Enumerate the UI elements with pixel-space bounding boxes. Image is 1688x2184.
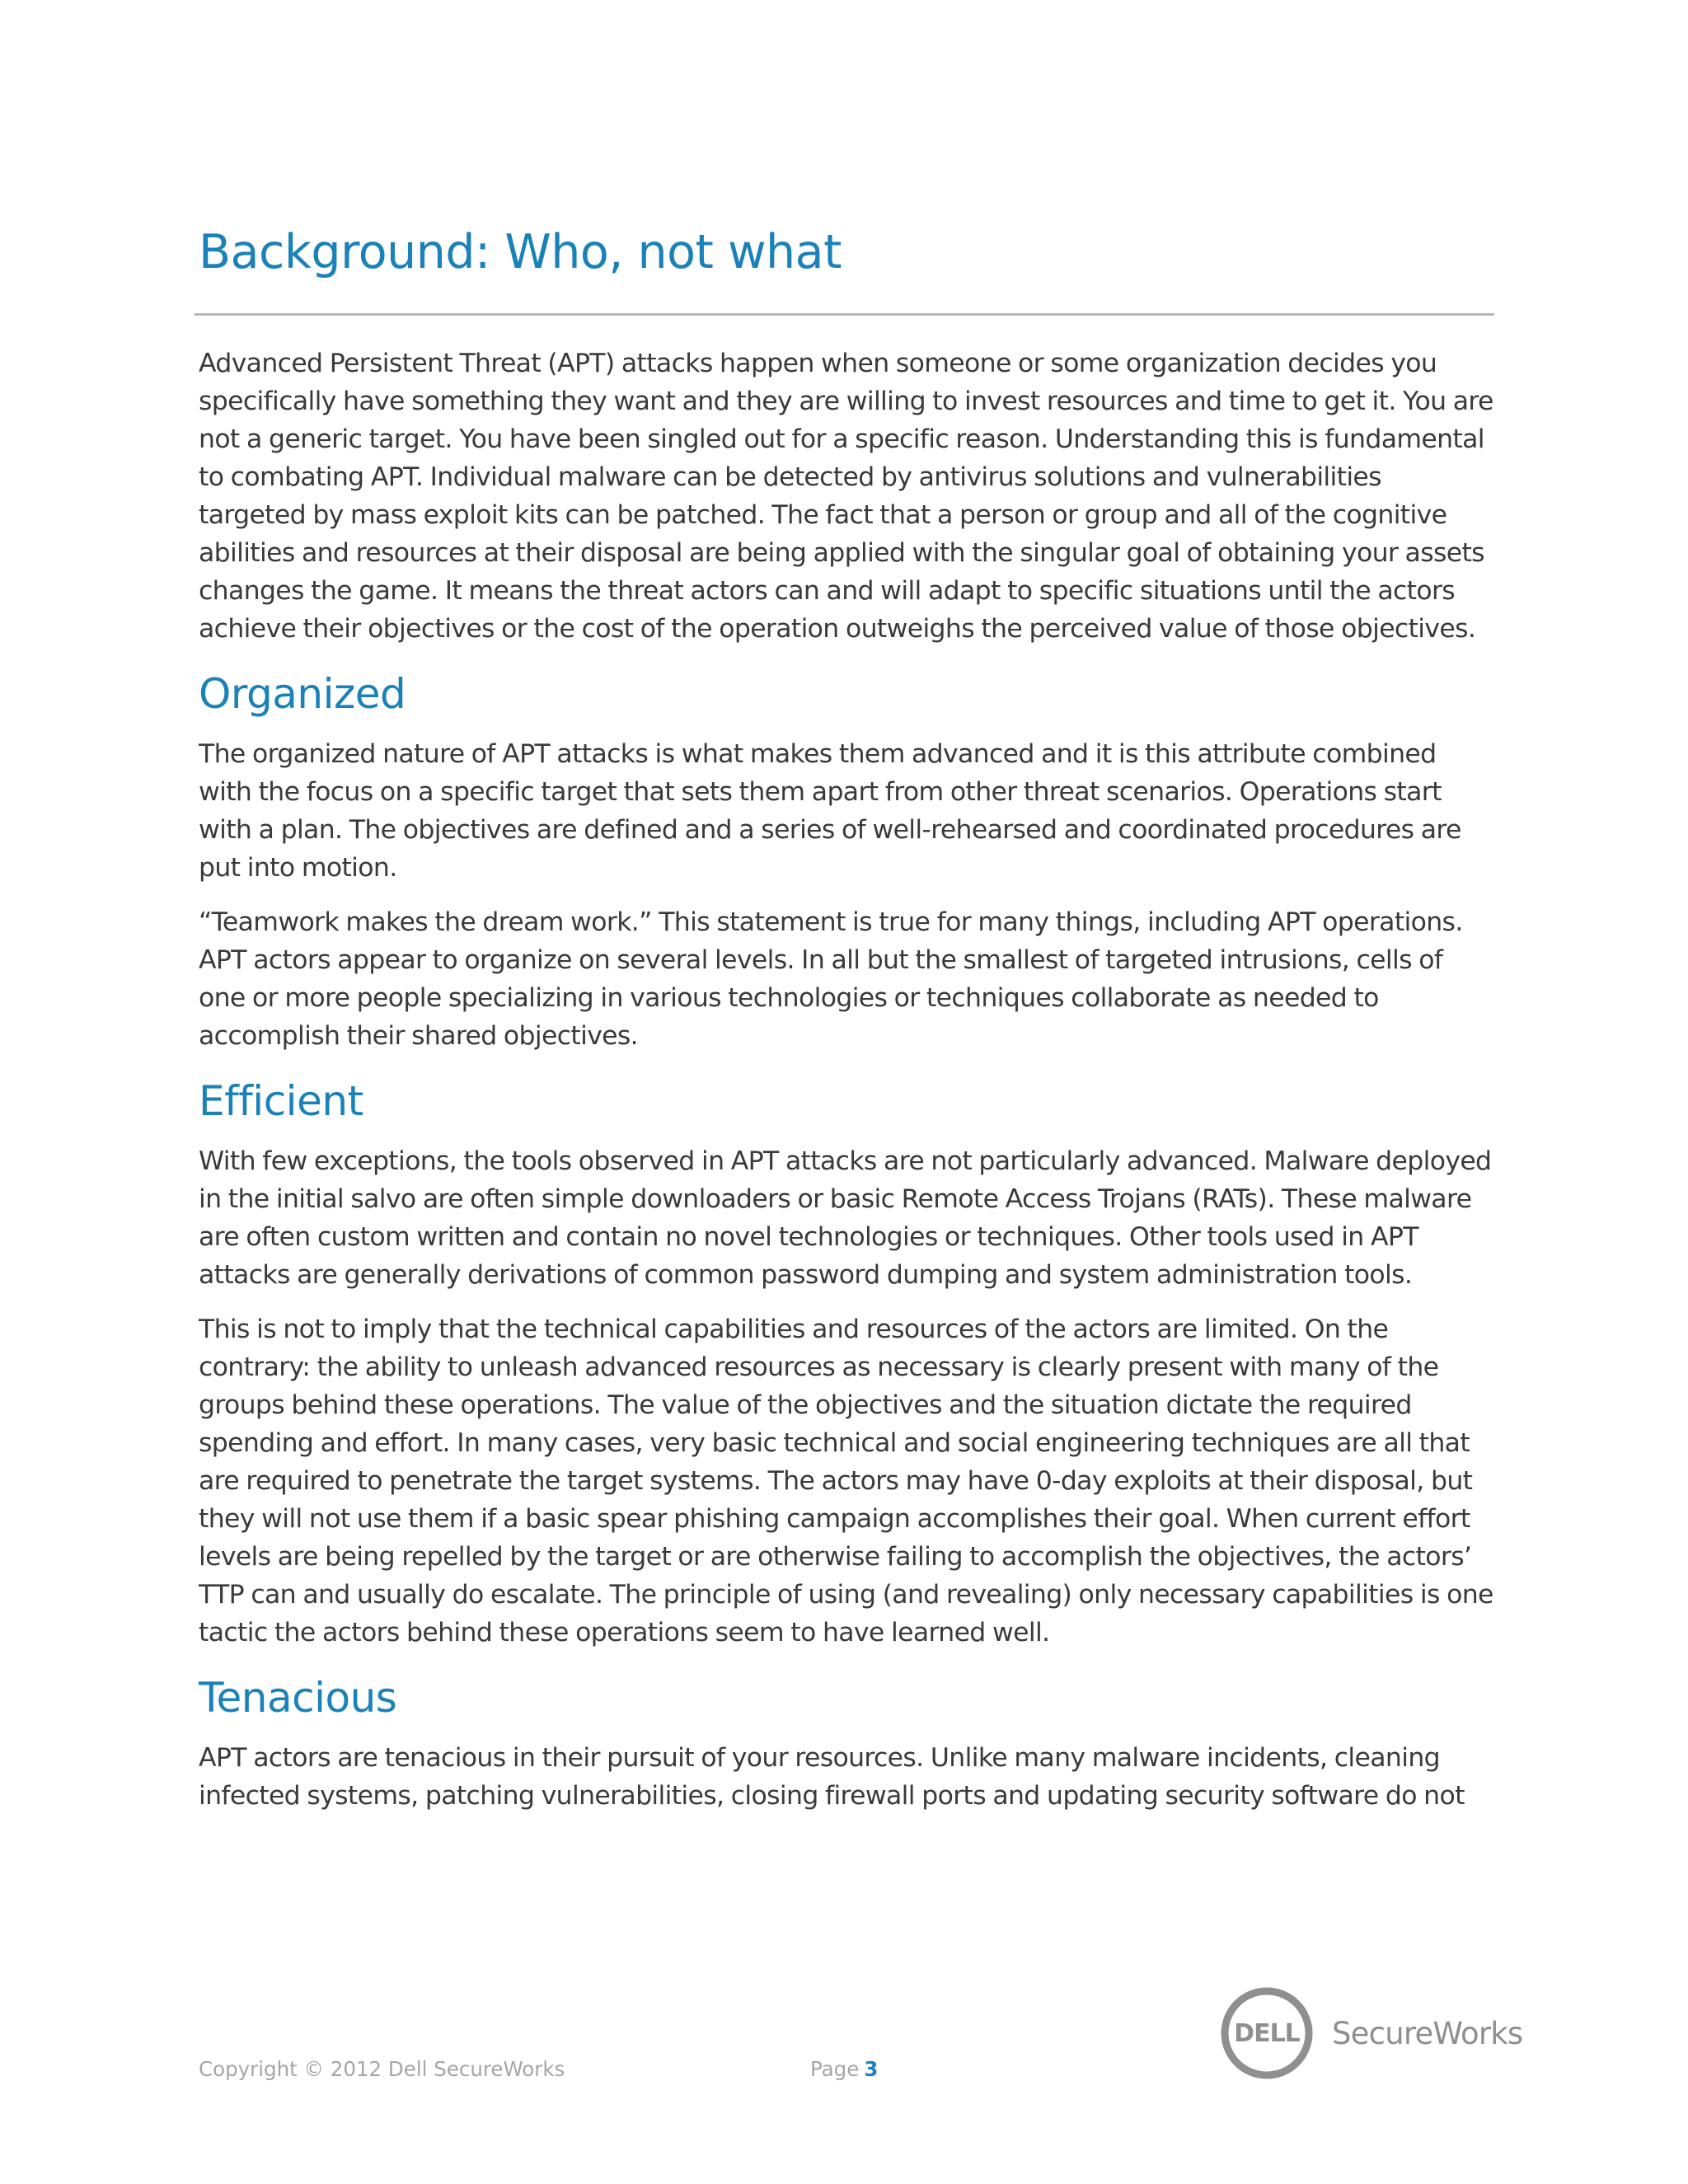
tenacious-paragraph-1: APT actors are tenacious in their pursuit of your resources. Unlike many malware incidents, cleaning infected systems, patching vulnerabilities, closing firewall ports and updating security software do not: [199, 1743, 1465, 1811]
intro-paragraph: Advanced Persistent Threat (APT) attacks happen when someone or some organization decides you specifically have something they want and they are willing to invest resources and time to get it. You are not a generic target. You have been singled out for a specific reason. Understanding this is fundamental to combating APT. Individual malware can be detected by antivirus solutions and vulnerabilities targeted by mass exploit kits can be patched. The fact that a person or group and all of the cognitive abilities and resources at their disposal are being applied with the singular goal of obtaining your assets changes the game. It means the threat actors can and will adapt to specific situations until the actors achieve their objectives or the cost of the operation outweighs the perceived value of those objectives.: [199, 349, 1493, 644]
page-title: Background: Who, not what: [199, 225, 842, 279]
title-block: [199, 216, 1494, 288]
title-divider: [195, 313, 1494, 316]
efficient-paragraph-2: This is not to imply that the technical capabilities and resources of the actors are limited. On the contrary: the ability to unleash advanced resources as necessary is clearly present with many of the groups behind these operations. The value of the objectives and the situation dictate the required spending and effort. In many cases, very basic technical and social engineering techniques are all that are required to penetrate the target systems. The actors may have 0-day exploits at their disposal, but they will not use them if a basic spear phishing campaign accomplishes their goal. When current effort levels are being repelled by the target or are otherwise failing to accomplish the objectives, the actors’ TTP can and usually do escalate. The principle of using (and revealing) only necessary capabilities is one tactic the actors behind these operations seem to have learned well.: [199, 1315, 1493, 1647]
footer-page-indicator: [810, 2055, 878, 2083]
footer-copyright: Copyright © 2012 Dell SecureWorks: [199, 2057, 565, 2081]
page-label: Page: [810, 2057, 860, 2081]
efficient-paragraph-1: With few exceptions, the tools observed in APT attacks are not particularly advanced. Malware deployed in the initial salvo are often simple downloaders or basic Remote Access Trojans (RATs). These malware are often custom written and contain no novel technologies or techniques. Other tools used in APT attacks are generally derivations of common password dumping and system administration tools.: [199, 1146, 1492, 1290]
organized-paragraph-1: The organized nature of APT attacks is what makes them advanced and it is this attribute combined with the focus on a specific target that sets them apart from other threat scenarios. Operations start with a plan. The objectives are defined and a series of well-rehearsed and coordinated procedures are put into motion.: [199, 739, 1461, 883]
section-heading-organized: Organized: [199, 670, 406, 718]
secureworks-wordmark: SecureWorks: [1332, 2016, 1523, 2051]
dell-logo-icon: [1220, 1986, 1319, 2080]
section-heading-tenacious: Tenacious: [199, 1674, 397, 1722]
dell-logo-wordmark: DELL: [1234, 2019, 1300, 2048]
dell-secureworks-logo: [1220, 1986, 1523, 2080]
section-heading-efficient: Efficient: [199, 1077, 363, 1125]
document-body: [199, 344, 1494, 1831]
organized-paragraph-2: “Teamwork makes the dream work.” This statement is true for many things, including APT operations. APT actors appear to organize on several levels. In all but the smallest of targeted intrusions, cells of one or more people specializing in various technologies or techniques collaborate as needed to accomplish their shared objectives.: [199, 907, 1463, 1051]
page-number: 3: [864, 2057, 879, 2081]
